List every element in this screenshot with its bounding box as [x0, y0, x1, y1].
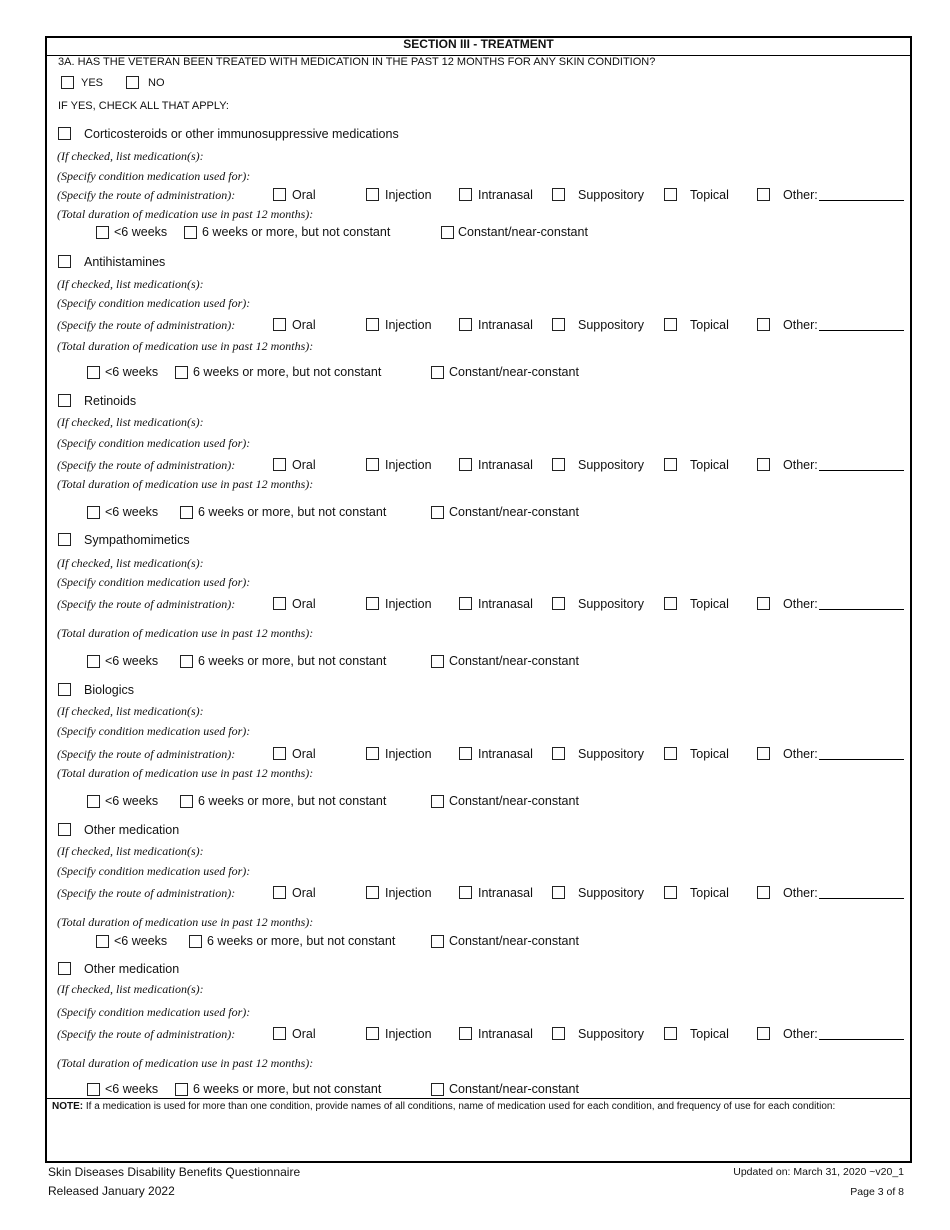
route-label: Intranasal [478, 597, 533, 611]
medication-group-checkbox[interactable] [58, 533, 71, 546]
duration-label: <6 weeks [105, 794, 159, 808]
duration-label: Constant/near-constant [458, 225, 588, 239]
route-checkbox[interactable] [459, 1027, 472, 1040]
route-checkbox[interactable] [366, 458, 379, 471]
duration-label: 6 weeks or more, but not constant [202, 225, 391, 239]
route-checkbox[interactable] [664, 597, 677, 610]
no-label: NO [148, 77, 165, 89]
list-medication-prompt: (If checked, list medication(s): [57, 982, 204, 996]
duration-prompt: (Total duration of medication use in past 12 months): [57, 207, 314, 221]
route-label: Topical [690, 458, 729, 472]
route-label: Topical [690, 747, 729, 761]
duration-checkbox[interactable] [175, 366, 188, 379]
route-label: Topical [690, 1027, 729, 1041]
medication-group-name: Sympathomimetics [84, 533, 190, 547]
duration-label: Constant/near-constant [449, 505, 579, 519]
duration-label: 6 weeks or more, but not constant [198, 654, 387, 668]
list-medication-prompt: (If checked, list medication(s): [57, 556, 204, 570]
duration-checkbox[interactable] [175, 1083, 188, 1096]
route-label: Topical [690, 188, 729, 202]
condition-prompt: (Specify condition medication used for): [57, 575, 251, 589]
condition-prompt: (Specify condition medication used for): [57, 169, 251, 183]
medication-group-name: Other medication [84, 823, 180, 837]
route-checkbox[interactable] [366, 1027, 379, 1040]
route-label: Intranasal [478, 318, 533, 332]
condition-prompt: (Specify condition medication used for): [57, 864, 251, 878]
medication-group-name: Retinoids [84, 394, 137, 408]
duration-checkbox[interactable] [431, 935, 444, 948]
route-label: Suppository [578, 318, 645, 332]
route-prompt: (Specify the route of administration): [57, 188, 236, 202]
route-checkbox[interactable] [459, 458, 472, 471]
medication-group-checkbox[interactable] [58, 255, 71, 268]
duration-checkbox[interactable] [87, 1083, 100, 1096]
route-label: Injection [385, 458, 432, 472]
note-divider [46, 1098, 911, 1099]
other-route-input-line[interactable] [819, 330, 904, 331]
route-label: Suppository [578, 1027, 645, 1041]
duration-label: <6 weeks [105, 654, 159, 668]
route-checkbox[interactable] [366, 886, 379, 899]
duration-checkbox[interactable] [441, 226, 454, 239]
duration-checkbox[interactable] [180, 655, 193, 668]
route-label: Intranasal [478, 886, 533, 900]
duration-checkbox[interactable] [431, 655, 444, 668]
route-checkbox[interactable] [459, 747, 472, 760]
duration-checkbox[interactable] [189, 935, 202, 948]
route-label: Injection [385, 886, 432, 900]
route-checkbox[interactable] [757, 747, 770, 760]
duration-checkbox[interactable] [184, 226, 197, 239]
duration-prompt: (Total duration of medication use in past 12 months): [57, 477, 314, 491]
list-medication-prompt: (If checked, list medication(s): [57, 704, 204, 718]
route-label: Oral [292, 188, 316, 202]
duration-label: 6 weeks or more, but not constant [193, 1082, 382, 1096]
note-text [52, 1100, 892, 1113]
yes-label: YES [81, 77, 104, 89]
duration-prompt: (Total duration of medication use in past 12 months): [57, 915, 314, 929]
route-label: Suppository [578, 597, 645, 611]
route-checkbox[interactable] [664, 458, 677, 471]
other-route-input-line[interactable] [819, 609, 904, 610]
route-label: Injection [385, 318, 432, 332]
duration-checkbox[interactable] [87, 366, 100, 379]
route-checkbox[interactable] [366, 318, 379, 331]
route-checkbox[interactable] [273, 318, 286, 331]
medication-group-checkbox[interactable] [58, 823, 71, 836]
route-prompt: (Specify the route of administration): [57, 458, 236, 472]
route-label: Injection [385, 188, 432, 202]
route-checkbox[interactable] [273, 597, 286, 610]
route-checkbox[interactable] [757, 886, 770, 899]
route-checkbox[interactable] [757, 458, 770, 471]
route-label: Other: [783, 747, 818, 761]
route-label: Oral [292, 886, 316, 900]
duration-prompt: (Total duration of medication use in past 12 months): [57, 339, 314, 353]
route-checkbox[interactable] [552, 318, 565, 331]
other-route-input-line[interactable] [819, 1039, 904, 1040]
footer-updated: Updated on: March 31, 2020 ~v20_1 [733, 1166, 904, 1178]
route-checkbox[interactable] [273, 188, 286, 201]
duration-label: <6 weeks [105, 365, 159, 379]
route-checkbox[interactable] [664, 318, 677, 331]
duration-label: 6 weeks or more, but not constant [198, 794, 387, 808]
route-checkbox[interactable] [366, 747, 379, 760]
duration-checkbox[interactable] [96, 226, 109, 239]
route-checkbox[interactable] [552, 597, 565, 610]
duration-checkbox[interactable] [96, 935, 109, 948]
other-route-input-line[interactable] [819, 200, 904, 201]
duration-checkbox[interactable] [87, 655, 100, 668]
duration-checkbox[interactable] [431, 795, 444, 808]
check-all-instruction: IF YES, CHECK ALL THAT APPLY: [58, 100, 229, 112]
duration-prompt: (Total duration of medication use in past 12 months): [57, 766, 314, 780]
route-checkbox[interactable] [664, 1027, 677, 1040]
route-prompt: (Specify the route of administration): [57, 886, 236, 900]
medication-group-checkbox[interactable] [58, 127, 71, 140]
question-3a: 3A. HAS THE VETERAN BEEN TREATED WITH MEDICATION IN THE PAST 12 MONTHS FOR ANY SKIN CONDITION? [58, 56, 656, 68]
route-checkbox[interactable] [664, 747, 677, 760]
duration-checkbox[interactable] [180, 795, 193, 808]
route-checkbox[interactable] [459, 318, 472, 331]
route-label: Other: [783, 318, 818, 332]
list-medication-prompt: (If checked, list medication(s): [57, 415, 204, 429]
route-label: Oral [292, 1027, 316, 1041]
route-label: Topical [690, 886, 729, 900]
duration-prompt: (Total duration of medication use in past 12 months): [57, 626, 314, 640]
route-checkbox[interactable] [757, 1027, 770, 1040]
route-label: Injection [385, 1027, 432, 1041]
route-checkbox[interactable] [664, 886, 677, 899]
route-label: Other: [783, 886, 818, 900]
route-label: Oral [292, 747, 316, 761]
route-label: Suppository [578, 458, 645, 472]
footer-form-name: Skin Diseases Disability Benefits Questionnaire [48, 1165, 301, 1179]
list-medication-prompt: (If checked, list medication(s): [57, 277, 204, 291]
route-checkbox[interactable] [366, 188, 379, 201]
note-body: If a medication is used for more than one condition, provide names of all conditions, name of medication used for each condition, and frequency of use for each condition: [83, 1101, 836, 1112]
duration-label: 6 weeks or more, but not constant [193, 365, 382, 379]
route-label: Oral [292, 458, 316, 472]
route-checkbox[interactable] [459, 597, 472, 610]
duration-label: 6 weeks or more, but not constant [207, 934, 396, 948]
route-label: Other: [783, 458, 818, 472]
medication-group-checkbox[interactable] [58, 683, 71, 696]
route-checkbox[interactable] [459, 188, 472, 201]
note-label: NOTE: [52, 1101, 84, 1112]
list-medication-prompt: (If checked, list medication(s): [57, 844, 204, 858]
route-checkbox[interactable] [366, 597, 379, 610]
medication-group-name: Other medication [84, 962, 180, 976]
duration-checkbox[interactable] [431, 1083, 444, 1096]
medication-group-name: Corticosteroids or other immunosuppressive medications [84, 127, 399, 141]
duration-checkbox[interactable] [431, 506, 444, 519]
duration-label: <6 weeks [105, 505, 159, 519]
duration-label: Constant/near-constant [449, 934, 579, 948]
route-label: Suppository [578, 747, 645, 761]
route-prompt: (Specify the route of administration): [57, 1027, 236, 1041]
route-prompt: (Specify the route of administration): [57, 318, 236, 332]
condition-prompt: (Specify condition medication used for): [57, 1005, 251, 1019]
route-checkbox[interactable] [757, 597, 770, 610]
duration-label: <6 weeks [114, 934, 168, 948]
route-label: Injection [385, 747, 432, 761]
other-route-input-line[interactable] [819, 759, 904, 760]
footer-page: Page 3 of 8 [850, 1186, 904, 1198]
section-title: SECTION III - TREATMENT [403, 37, 554, 51]
route-label: Other: [783, 188, 818, 202]
route-checkbox[interactable] [273, 1027, 286, 1040]
route-checkbox[interactable] [757, 188, 770, 201]
route-label: Intranasal [478, 458, 533, 472]
route-checkbox[interactable] [664, 188, 677, 201]
route-checkbox[interactable] [273, 458, 286, 471]
list-medication-prompt: (If checked, list medication(s): [57, 149, 204, 163]
route-checkbox[interactable] [552, 747, 565, 760]
route-prompt: (Specify the route of administration): [57, 597, 236, 611]
route-checkbox[interactable] [552, 886, 565, 899]
duration-prompt: (Total duration of medication use in past 12 months): [57, 1056, 314, 1070]
route-checkbox[interactable] [552, 188, 565, 201]
route-label: Other: [783, 1027, 818, 1041]
duration-label: Constant/near-constant [449, 654, 579, 668]
route-label: Injection [385, 597, 432, 611]
duration-checkbox[interactable] [180, 506, 193, 519]
condition-prompt: (Specify condition medication used for): [57, 296, 251, 310]
duration-checkbox[interactable] [87, 795, 100, 808]
medication-group-name: Antihistamines [84, 255, 166, 269]
footer-released: Released January 2022 [48, 1184, 175, 1198]
medication-group-checkbox[interactable] [58, 394, 71, 407]
route-label: Intranasal [478, 188, 533, 202]
route-label: Suppository [578, 188, 645, 202]
duration-checkbox[interactable] [431, 366, 444, 379]
duration-label: Constant/near-constant [449, 1082, 579, 1096]
route-label: Intranasal [478, 747, 533, 761]
duration-label: Constant/near-constant [449, 365, 579, 379]
route-label: Topical [690, 597, 729, 611]
route-label: Other: [783, 597, 818, 611]
route-checkbox[interactable] [273, 747, 286, 760]
route-label: Suppository [578, 886, 645, 900]
condition-prompt: (Specify condition medication used for): [57, 724, 251, 738]
route-label: Topical [690, 318, 729, 332]
medication-group-name: Biologics [84, 683, 135, 697]
other-route-input-line[interactable] [819, 898, 904, 899]
route-checkbox[interactable] [273, 886, 286, 899]
route-prompt: (Specify the route of administration): [57, 747, 236, 761]
route-checkbox[interactable] [552, 1027, 565, 1040]
yes-checkbox[interactable] [61, 76, 74, 89]
route-label: Oral [292, 597, 316, 611]
route-checkbox[interactable] [459, 886, 472, 899]
route-checkbox[interactable] [552, 458, 565, 471]
route-checkbox[interactable] [757, 318, 770, 331]
medication-group-checkbox[interactable] [58, 962, 71, 975]
condition-prompt: (Specify condition medication used for): [57, 436, 251, 450]
no-checkbox[interactable] [126, 76, 139, 89]
duration-label: 6 weeks or more, but not constant [198, 505, 387, 519]
duration-label: <6 weeks [114, 225, 168, 239]
route-label: Intranasal [478, 1027, 533, 1041]
route-label: Oral [292, 318, 316, 332]
duration-label: <6 weeks [105, 1082, 159, 1096]
other-route-input-line[interactable] [819, 470, 904, 471]
duration-checkbox[interactable] [87, 506, 100, 519]
duration-label: Constant/near-constant [449, 794, 579, 808]
